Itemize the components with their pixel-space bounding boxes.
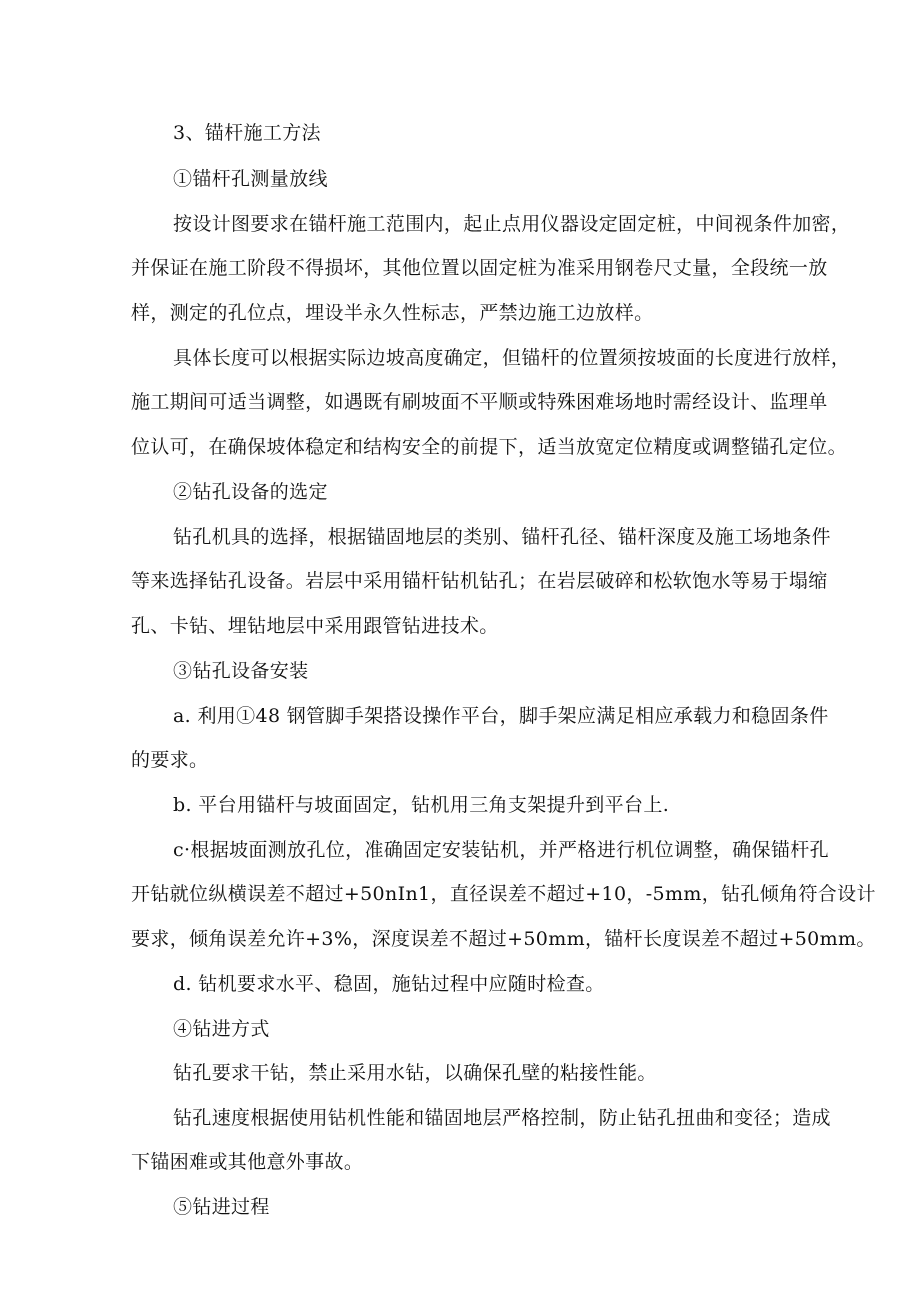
step-1-paragraph-2-line-2: 施工期间可适当调整，如遇既有刷坡面不平顺或特殊困难场地时需经设计、监理单 (131, 391, 828, 413)
step-2-paragraph-1-line-1: 钻孔机具的选择，根据锚固地层的类别、锚杆孔径、锚杆深度及施工场地条件 (173, 526, 831, 548)
step-3-item-a-line-2: 的要求。 (131, 749, 209, 771)
step-1-paragraph-1-line-3: 样，测定的孔位点，埋设半永久性标志，严禁边施工边放样。 (131, 302, 654, 324)
step-1-paragraph-1-line-2: 并保证在施工阶段不得损坏，其他位置以固定桩为准采用钢卷尺丈量，全段统一放 (131, 257, 828, 279)
step-3-heading: ③钻孔设备安装 (173, 660, 309, 682)
step-2-paragraph-1-line-2: 等来选择钻孔设备。岩层中采用锚杆钻机钻孔；在岩层破碎和松软饱水等易于塌缩 (131, 570, 828, 592)
step-4-heading: ④钻进方式 (173, 1018, 270, 1040)
step-4-paragraph-1-line-1: 钻孔要求干钻，禁止采用水钻，以确保孔壁的粘接性能。 (173, 1062, 657, 1084)
step-1-paragraph-2-line-1: 具体长度可以根据实际边坡高度确定，但锚杆的位置须按坡面的长度进行放样， (173, 347, 851, 369)
step-3-item-c-line-1: c·根据坡面测放孔位，准确固定安装钻机，并严格进行机位调整，确保锚杆孔 (173, 839, 829, 861)
step-2-paragraph-1-line-3: 孔、卡钻、埋钻地层中采用跟管钻进技术。 (131, 615, 499, 637)
step-3-item-b-line-1: b. 平台用锚杆与坡面固定，钻机用三角支架提升到平台上. (173, 794, 670, 816)
step-3-item-a-line-1: a. 利用①48 钢管脚手架搭设操作平台，脚手架应满足相应承载力和稳固条件 (173, 705, 829, 727)
step-2-heading: ②钻孔设备的选定 (173, 481, 328, 503)
step-3-item-d-line-1: d. 钻机要求水平、稳固，施钻过程中应随时检查。 (173, 973, 605, 995)
step-1-heading: ①锚杆孔测量放线 (173, 168, 328, 190)
step-5-heading: ⑤钻进过程 (173, 1196, 270, 1218)
step-1-paragraph-1-line-1: 按设计图要求在锚杆施工范围内，起止点用仪器设定固定桩，中间视条件加密， (173, 213, 851, 235)
step-1-paragraph-2-line-3: 位认可，在确保坡体稳定和结构安全的前提下，适当放宽定位精度或调整锚孔定位。 (131, 436, 847, 458)
step-3-item-c-line-3: 要求，倾角误差允许+3%，深度误差不超过+50mm，锚杆长度误差不超过+50mm。 (131, 928, 876, 950)
section-heading: 3、锚杆施工方法 (173, 122, 321, 144)
step-4-paragraph-2-line-1: 钻孔速度根据使用钻机性能和锚固地层严格控制，防止钻孔扭曲和变径；造成 (173, 1107, 831, 1129)
step-4-paragraph-2-line-2: 下锚困难或其他意外事故。 (131, 1151, 364, 1173)
step-3-item-c-line-2: 开钻就位纵横误差不超过+50nIn1，直径误差不超过+10，-5mm，钻孔倾角符合设计 (131, 883, 876, 905)
